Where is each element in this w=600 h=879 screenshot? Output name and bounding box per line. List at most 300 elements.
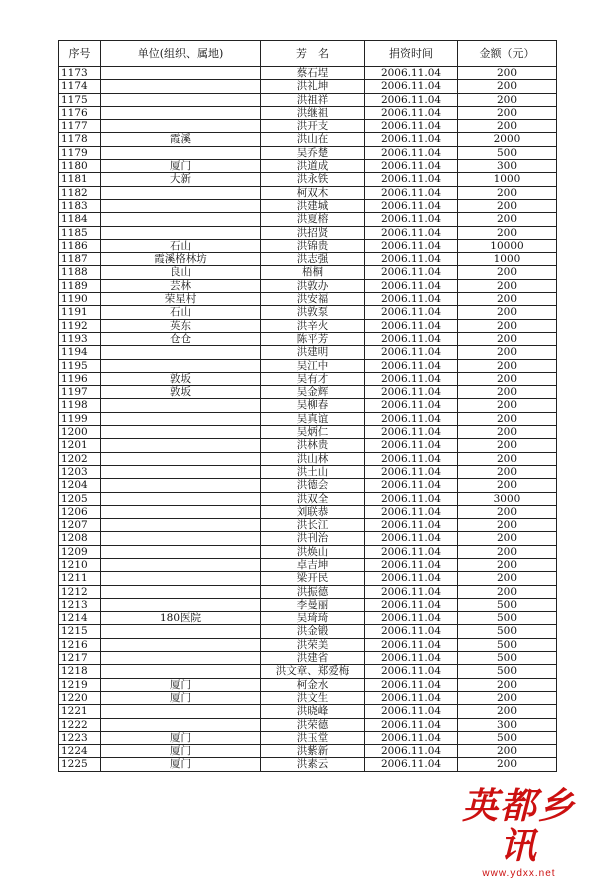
cell-date: 2006.11.04 [365, 213, 458, 226]
cell-date: 2006.11.04 [365, 625, 458, 638]
cell-seq: 1206 [59, 505, 101, 518]
cell-date: 2006.11.04 [365, 439, 458, 452]
cell-unit [101, 519, 261, 532]
cell-donor-name: 洪长江 [261, 519, 365, 532]
cell-date: 2006.11.04 [365, 146, 458, 159]
cell-donor-name: 洪金锻 [261, 625, 365, 638]
cell-donor-name: 洪紫新 [261, 745, 365, 758]
donation-sheet [58, 40, 556, 772]
cell-amount: 200 [458, 80, 557, 93]
cell-date: 2006.11.04 [365, 386, 458, 399]
cell-date: 2006.11.04 [365, 758, 458, 771]
cell-donor-name: 吴炳仁 [261, 426, 365, 439]
cell-amount: 200 [458, 386, 557, 399]
cell-amount: 200 [458, 532, 557, 545]
table-row [59, 718, 557, 731]
cell-unit: 霞溪格林坊 [101, 253, 261, 266]
cell-unit [101, 67, 261, 80]
cell-seq: 1202 [59, 452, 101, 465]
cell-donor-name: 洪志强 [261, 253, 365, 266]
cell-donor-name: 李曼丽 [261, 598, 365, 611]
cell-unit [101, 532, 261, 545]
cell-amount: 500 [458, 652, 557, 665]
cell-donor-name: 洪锦贵 [261, 239, 365, 252]
cell-date: 2006.11.04 [365, 319, 458, 332]
table-row [59, 133, 557, 146]
cell-amount: 1000 [458, 253, 557, 266]
header-name: 芳 名 [261, 41, 365, 67]
cell-seq: 1223 [59, 731, 101, 744]
cell-donor-name: 洪山在 [261, 133, 365, 146]
cell-seq: 1205 [59, 492, 101, 505]
table-row [59, 731, 557, 744]
cell-seq: 1177 [59, 120, 101, 133]
cell-date: 2006.11.04 [365, 239, 458, 252]
cell-seq: 1222 [59, 718, 101, 731]
cell-donor-name: 洪荣德 [261, 718, 365, 731]
cell-seq: 1188 [59, 266, 101, 279]
cell-unit [101, 665, 261, 678]
cell-amount: 500 [458, 598, 557, 611]
cell-amount: 200 [458, 106, 557, 119]
cell-amount: 200 [458, 758, 557, 771]
cell-date: 2006.11.04 [365, 652, 458, 665]
cell-unit [101, 426, 261, 439]
table-row [59, 705, 557, 718]
cell-unit: 厦门 [101, 678, 261, 691]
cell-donor-name: 洪林贵 [261, 439, 365, 452]
table-row [59, 372, 557, 385]
cell-amount: 200 [458, 279, 557, 292]
cell-date: 2006.11.04 [365, 332, 458, 345]
cell-amount: 500 [458, 638, 557, 651]
table-row [59, 266, 557, 279]
cell-donor-name: 吴真谊 [261, 412, 365, 425]
cell-amount: 200 [458, 558, 557, 571]
cell-donor-name: 陈平芳 [261, 332, 365, 345]
cell-amount: 500 [458, 612, 557, 625]
cell-donor-name: 洪祖祥 [261, 93, 365, 106]
cell-donor-name: 洪振德 [261, 585, 365, 598]
cell-amount: 2000 [458, 133, 557, 146]
table-row [59, 120, 557, 133]
cell-date: 2006.11.04 [365, 359, 458, 372]
cell-donor-name: 洪刊治 [261, 532, 365, 545]
header-date: 捐资时间 [365, 41, 458, 67]
cell-unit [101, 705, 261, 718]
cell-amount: 500 [458, 731, 557, 744]
cell-amount: 500 [458, 665, 557, 678]
cell-amount: 200 [458, 226, 557, 239]
cell-seq: 1186 [59, 239, 101, 252]
table-row [59, 545, 557, 558]
cell-amount: 200 [458, 691, 557, 704]
cell-date: 2006.11.04 [365, 731, 458, 744]
cell-unit [101, 146, 261, 159]
table-row [59, 519, 557, 532]
table-row [59, 253, 557, 266]
cell-donor-name: 吴金辉 [261, 386, 365, 399]
cell-unit [101, 106, 261, 119]
cell-donor-name: 吴柳春 [261, 399, 365, 412]
cell-amount: 200 [458, 479, 557, 492]
cell-date: 2006.11.04 [365, 372, 458, 385]
cell-donor-name: 梁开民 [261, 572, 365, 585]
table-row [59, 612, 557, 625]
table-row [59, 186, 557, 199]
cell-amount: 200 [458, 346, 557, 359]
cell-seq: 1192 [59, 319, 101, 332]
cell-amount: 200 [458, 545, 557, 558]
cell-donor-name: 洪安福 [261, 293, 365, 306]
watermark-brand: 英都乡讯 [461, 785, 576, 867]
cell-seq: 1225 [59, 758, 101, 771]
table-row [59, 306, 557, 319]
cell-donor-name: 吴江中 [261, 359, 365, 372]
cell-date: 2006.11.04 [365, 279, 458, 292]
cell-seq: 1194 [59, 346, 101, 359]
header-unit: 单位(组织、属地) [101, 41, 261, 67]
cell-seq: 1184 [59, 213, 101, 226]
table-row [59, 652, 557, 665]
cell-donor-name: 蔡石埕 [261, 67, 365, 80]
cell-seq: 1214 [59, 612, 101, 625]
table-row [59, 558, 557, 571]
table-row [59, 346, 557, 359]
cell-unit: 厦门 [101, 745, 261, 758]
cell-unit [101, 598, 261, 611]
cell-donor-name: 洪辛火 [261, 319, 365, 332]
cell-unit [101, 545, 261, 558]
table-body [59, 67, 557, 772]
cell-date: 2006.11.04 [365, 492, 458, 505]
cell-date: 2006.11.04 [365, 253, 458, 266]
cell-date: 2006.11.04 [365, 93, 458, 106]
cell-date: 2006.11.04 [365, 80, 458, 93]
cell-unit [101, 399, 261, 412]
cell-donor-name: 洪敦泵 [261, 306, 365, 319]
cell-donor-name: 洪文生 [261, 691, 365, 704]
cell-amount: 200 [458, 186, 557, 199]
cell-seq: 1203 [59, 465, 101, 478]
cell-unit [101, 346, 261, 359]
table-row [59, 439, 557, 452]
cell-amount: 3000 [458, 492, 557, 505]
table-row [59, 492, 557, 505]
cell-date: 2006.11.04 [365, 293, 458, 306]
cell-date: 2006.11.04 [365, 426, 458, 439]
cell-amount: 200 [458, 745, 557, 758]
cell-seq: 1207 [59, 519, 101, 532]
table-row [59, 625, 557, 638]
cell-unit [101, 492, 261, 505]
cell-seq: 1204 [59, 479, 101, 492]
cell-donor-name: 洪招贤 [261, 226, 365, 239]
cell-donor-name: 梧桐 [261, 266, 365, 279]
cell-donor-name: 洪永铁 [261, 173, 365, 186]
cell-unit [101, 558, 261, 571]
table-row [59, 93, 557, 106]
cell-date: 2006.11.04 [365, 67, 458, 80]
cell-donor-name: 洪继祖 [261, 106, 365, 119]
cell-seq: 1219 [59, 678, 101, 691]
cell-date: 2006.11.04 [365, 306, 458, 319]
cell-donor-name: 洪德会 [261, 479, 365, 492]
cell-date: 2006.11.04 [365, 558, 458, 571]
table-row [59, 386, 557, 399]
cell-donor-name: 吴琦琦 [261, 612, 365, 625]
cell-unit: 霞溪 [101, 133, 261, 146]
table-row [59, 479, 557, 492]
watermark-url: www.ydxx.net [482, 868, 556, 879]
cell-date: 2006.11.04 [365, 745, 458, 758]
cell-date: 2006.11.04 [365, 678, 458, 691]
cell-seq: 1176 [59, 106, 101, 119]
table-row [59, 465, 557, 478]
cell-unit [101, 465, 261, 478]
table-row [59, 585, 557, 598]
table-row [59, 745, 557, 758]
cell-unit [101, 120, 261, 133]
cell-date: 2006.11.04 [365, 173, 458, 186]
cell-amount: 200 [458, 67, 557, 80]
cell-donor-name: 洪土山 [261, 465, 365, 478]
cell-seq: 1212 [59, 585, 101, 598]
cell-seq: 1190 [59, 293, 101, 306]
cell-donor-name: 洪夏榕 [261, 213, 365, 226]
cell-unit [101, 505, 261, 518]
cell-unit: 英东 [101, 319, 261, 332]
cell-amount: 200 [458, 439, 557, 452]
cell-seq: 1218 [59, 665, 101, 678]
table-row [59, 505, 557, 518]
cell-donor-name: 洪建明 [261, 346, 365, 359]
cell-donor-name: 洪双全 [261, 492, 365, 505]
cell-date: 2006.11.04 [365, 585, 458, 598]
cell-seq: 1178 [59, 133, 101, 146]
cell-seq: 1224 [59, 745, 101, 758]
cell-unit [101, 213, 261, 226]
cell-amount: 200 [458, 266, 557, 279]
cell-unit [101, 439, 261, 452]
table-row [59, 199, 557, 212]
cell-date: 2006.11.04 [365, 346, 458, 359]
cell-seq: 1182 [59, 186, 101, 199]
cell-unit [101, 186, 261, 199]
cell-donor-name: 洪建省 [261, 652, 365, 665]
cell-amount: 200 [458, 452, 557, 465]
cell-amount: 200 [458, 120, 557, 133]
cell-amount: 200 [458, 93, 557, 106]
cell-donor-name: 吴乔楚 [261, 146, 365, 159]
cell-seq: 1197 [59, 386, 101, 399]
cell-date: 2006.11.04 [365, 106, 458, 119]
cell-seq: 1220 [59, 691, 101, 704]
cell-date: 2006.11.04 [365, 718, 458, 731]
cell-date: 2006.11.04 [365, 226, 458, 239]
cell-amount: 200 [458, 505, 557, 518]
cell-date: 2006.11.04 [365, 186, 458, 199]
cell-seq: 1208 [59, 532, 101, 545]
cell-date: 2006.11.04 [365, 412, 458, 425]
cell-seq: 1193 [59, 332, 101, 345]
table-row [59, 160, 557, 173]
cell-date: 2006.11.04 [365, 399, 458, 412]
cell-seq: 1191 [59, 306, 101, 319]
cell-date: 2006.11.04 [365, 638, 458, 651]
cell-donor-name: 洪荣美 [261, 638, 365, 651]
cell-donor-name: 洪素云 [261, 758, 365, 771]
cell-amount: 200 [458, 372, 557, 385]
cell-unit [101, 226, 261, 239]
table-row [59, 399, 557, 412]
table-row [59, 532, 557, 545]
cell-seq: 1198 [59, 399, 101, 412]
table-row [59, 758, 557, 771]
cell-amount: 10000 [458, 239, 557, 252]
cell-amount: 200 [458, 426, 557, 439]
cell-amount: 200 [458, 293, 557, 306]
cell-donor-name: 洪敦办 [261, 279, 365, 292]
donation-table [58, 40, 557, 772]
cell-donor-name: 洪开支 [261, 120, 365, 133]
table-row [59, 678, 557, 691]
cell-amount: 200 [458, 359, 557, 372]
cell-seq: 1215 [59, 625, 101, 638]
cell-unit: 大新 [101, 173, 261, 186]
cell-amount: 1000 [458, 173, 557, 186]
cell-unit: 厦门 [101, 691, 261, 704]
cell-amount: 200 [458, 306, 557, 319]
cell-seq: 1189 [59, 279, 101, 292]
cell-unit: 厦门 [101, 758, 261, 771]
cell-unit [101, 718, 261, 731]
cell-donor-name: 洪道成 [261, 160, 365, 173]
cell-amount: 200 [458, 678, 557, 691]
cell-amount: 200 [458, 399, 557, 412]
cell-date: 2006.11.04 [365, 705, 458, 718]
cell-date: 2006.11.04 [365, 479, 458, 492]
cell-unit [101, 572, 261, 585]
cell-seq: 1185 [59, 226, 101, 239]
cell-seq: 1221 [59, 705, 101, 718]
table-row [59, 426, 557, 439]
table-row [59, 80, 557, 93]
table-row [59, 173, 557, 186]
cell-unit: 180医院 [101, 612, 261, 625]
cell-unit [101, 80, 261, 93]
header-row [59, 41, 557, 67]
cell-amount: 200 [458, 332, 557, 345]
cell-donor-name: 洪文章、郑爱梅 [261, 665, 365, 678]
site-watermark [444, 785, 594, 879]
cell-seq: 1211 [59, 572, 101, 585]
header-seq: 序号 [59, 41, 101, 67]
cell-date: 2006.11.04 [365, 691, 458, 704]
cell-unit: 仓仓 [101, 332, 261, 345]
cell-seq: 1187 [59, 253, 101, 266]
table-row [59, 598, 557, 611]
cell-donor-name: 柯金水 [261, 678, 365, 691]
cell-unit [101, 479, 261, 492]
cell-unit: 敦坂 [101, 372, 261, 385]
cell-seq: 1210 [59, 558, 101, 571]
cell-date: 2006.11.04 [365, 199, 458, 212]
cell-seq: 1209 [59, 545, 101, 558]
cell-amount: 500 [458, 146, 557, 159]
table-row [59, 226, 557, 239]
cell-seq: 1180 [59, 160, 101, 173]
cell-amount: 200 [458, 199, 557, 212]
cell-seq: 1179 [59, 146, 101, 159]
cell-unit [101, 359, 261, 372]
cell-date: 2006.11.04 [365, 519, 458, 532]
table-row [59, 332, 557, 345]
cell-seq: 1200 [59, 426, 101, 439]
cell-amount: 200 [458, 519, 557, 532]
cell-seq: 1174 [59, 80, 101, 93]
cell-date: 2006.11.04 [365, 532, 458, 545]
cell-donor-name: 洪建城 [261, 199, 365, 212]
cell-amount: 200 [458, 319, 557, 332]
table-row [59, 572, 557, 585]
cell-unit: 良山 [101, 266, 261, 279]
header-amount: 金额（元） [458, 41, 557, 67]
cell-seq: 1199 [59, 412, 101, 425]
cell-date: 2006.11.04 [365, 120, 458, 133]
table-row [59, 452, 557, 465]
cell-unit: 厦门 [101, 731, 261, 744]
cell-seq: 1216 [59, 638, 101, 651]
cell-amount: 200 [458, 465, 557, 478]
cell-date: 2006.11.04 [365, 133, 458, 146]
cell-date: 2006.11.04 [365, 612, 458, 625]
table-row [59, 293, 557, 306]
cell-amount: 200 [458, 213, 557, 226]
cell-unit [101, 585, 261, 598]
cell-date: 2006.11.04 [365, 665, 458, 678]
cell-unit: 厦门 [101, 160, 261, 173]
cell-unit [101, 199, 261, 212]
cell-donor-name: 洪礼坤 [261, 80, 365, 93]
cell-amount: 200 [458, 412, 557, 425]
table-row [59, 665, 557, 678]
cell-seq: 1195 [59, 359, 101, 372]
cell-unit [101, 93, 261, 106]
cell-amount: 200 [458, 705, 557, 718]
table-row [59, 279, 557, 292]
cell-unit: 石山 [101, 239, 261, 252]
cell-seq: 1196 [59, 372, 101, 385]
cell-unit [101, 452, 261, 465]
table-row [59, 239, 557, 252]
cell-amount: 200 [458, 572, 557, 585]
cell-amount: 300 [458, 160, 557, 173]
table-row [59, 691, 557, 704]
cell-seq: 1175 [59, 93, 101, 106]
cell-donor-name: 卓吉坤 [261, 558, 365, 571]
cell-seq: 1217 [59, 652, 101, 665]
cell-date: 2006.11.04 [365, 266, 458, 279]
table-row [59, 638, 557, 651]
cell-donor-name: 柯双木 [261, 186, 365, 199]
cell-date: 2006.11.04 [365, 160, 458, 173]
table-row [59, 359, 557, 372]
cell-seq: 1213 [59, 598, 101, 611]
cell-date: 2006.11.04 [365, 572, 458, 585]
cell-unit [101, 652, 261, 665]
cell-unit: 敦坂 [101, 386, 261, 399]
